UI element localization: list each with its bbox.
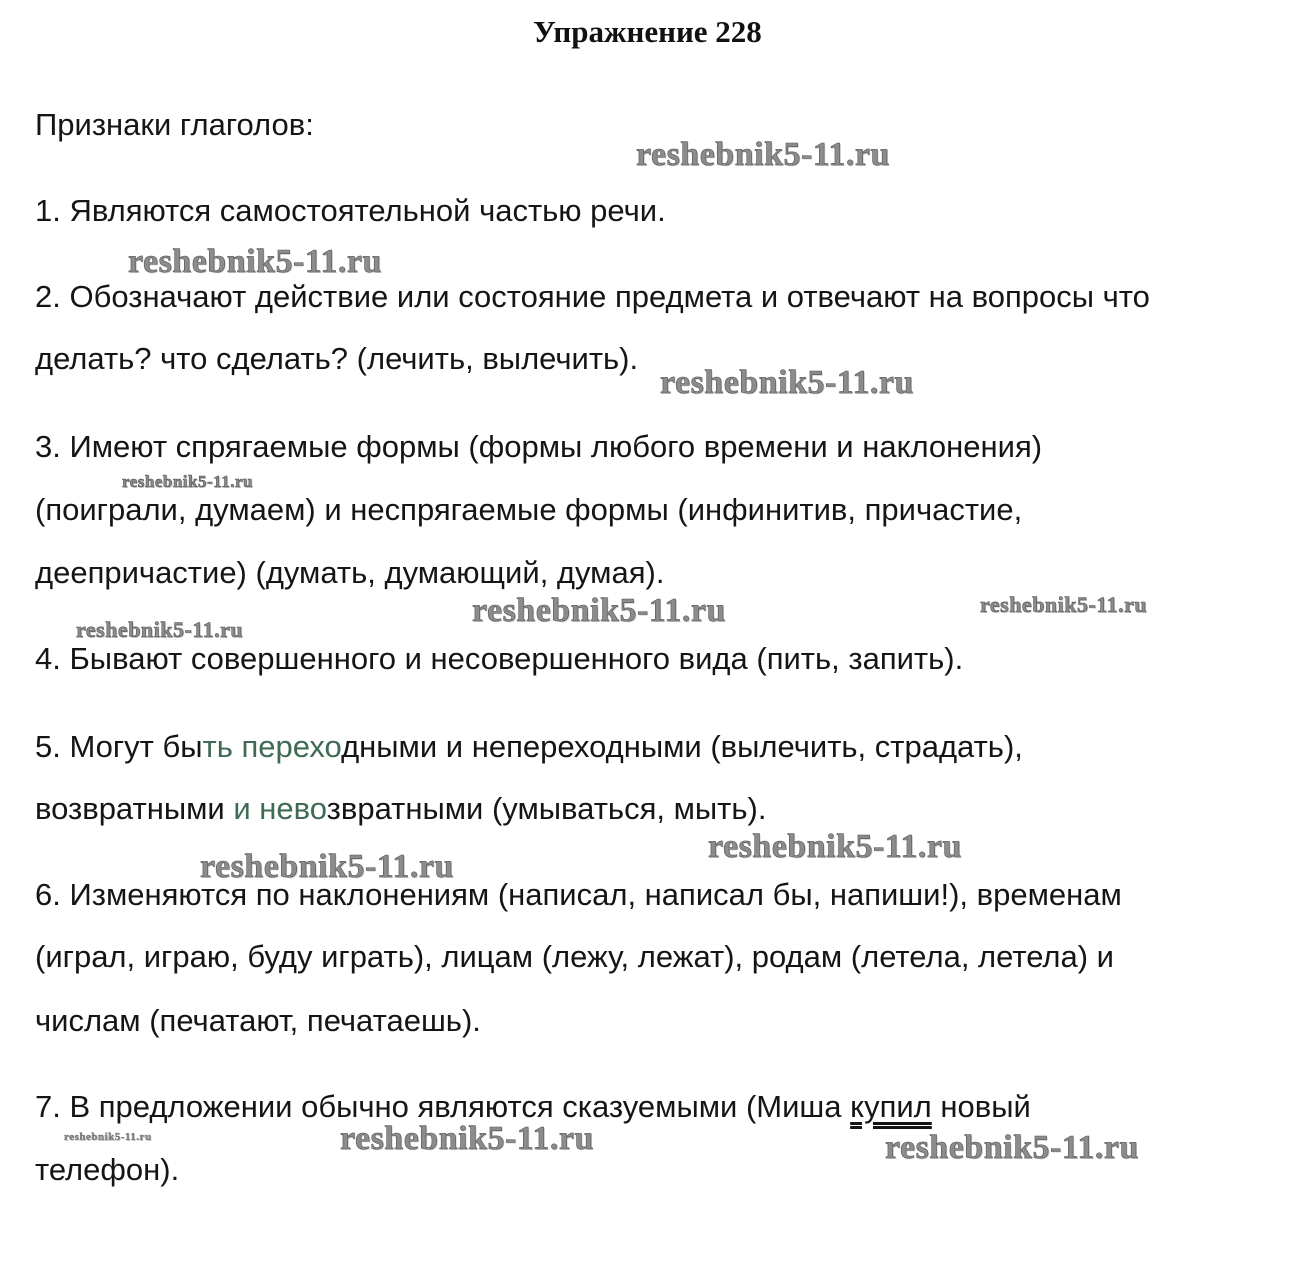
watermark: reshebnik5-11.ru <box>472 592 726 629</box>
watermark: reshebnik5-11.ru <box>980 592 1148 617</box>
list-item-3-line-2: (поиграли, думаем) и неспрягаемые формы (инфинитив, причастие, <box>35 492 1023 527</box>
watermark: reshebnik5-11.ru <box>708 828 962 865</box>
list-item-5-line-1 <box>35 728 1023 766</box>
list-item-5-line-1-part-a: 5. Могут бы <box>35 729 203 764</box>
list-item-4: 4. Бывают совершенного и несовершенного вида (пить, запить). <box>35 641 964 676</box>
watermark: reshebnik5-11.ru <box>122 472 253 491</box>
watermark: reshebnik5-11.ru <box>340 1120 594 1157</box>
list-item-5-line-2 <box>35 790 766 828</box>
list-item-6-line-1: 6. Изменяются по наклонениям (написал, написал бы, напиши!), временам <box>35 877 1122 912</box>
list-item-1: 1. Являются самостоятельной частью речи. <box>35 193 666 228</box>
list-item-5-line-1-part-c: дными и непереходными (вылечить, страдать), <box>341 729 1023 764</box>
list-item-2-line-2: делать? что сделать? (лечить, вылечить). <box>35 341 639 376</box>
list-item-5-line-2-part-a: возвратными <box>35 791 234 826</box>
list-item-6-line-3: числам (печатают, печатаешь). <box>35 1003 481 1038</box>
watermark: reshebnik5-11.ru <box>64 1131 152 1143</box>
exercise-title: Упражнение 228 <box>533 14 762 49</box>
intro-heading: Признаки глаголов: <box>35 107 314 142</box>
list-item-7-line-1-part-c: новый <box>931 1089 1031 1124</box>
list-item-6-line-2: (играл, играю, буду играть), лицам (лежу, лежат), родам (летела, летела) и <box>35 939 1114 974</box>
list-item-5-line-1-part-b: ть перехо <box>202 729 342 764</box>
list-item-7-line-2: телефон). <box>35 1152 180 1187</box>
list-item-3-line-3: деепричастие) (думать, думающий, думая). <box>35 555 665 590</box>
watermark: reshebnik5-11.ru <box>660 364 914 401</box>
list-item-3-line-1: 3. Имеют спрягаемые формы (формы любого времени и наклонения) <box>35 429 1043 464</box>
watermark: reshebnik5-11.ru <box>636 136 890 173</box>
list-item-2-line-1: 2. Обозначают действие или состояние предмета и отвечают на вопросы что <box>35 279 1150 314</box>
list-item-5-line-2-part-c: звратными (умываться, мыть). <box>326 791 767 826</box>
watermark: reshebnik5-11.ru <box>885 1129 1139 1166</box>
watermark: reshebnik5-11.ru <box>128 243 382 280</box>
watermark: reshebnik5-11.ru <box>76 617 244 642</box>
list-item-5-line-2-part-b: и нево <box>233 791 327 826</box>
list-item-7-line-1-part-a: 7. В предложении обычно являются сказуемыми (Миша <box>35 1089 851 1124</box>
watermark: reshebnik5-11.ru <box>200 848 454 885</box>
underlined-predicate: купил <box>850 1089 932 1124</box>
